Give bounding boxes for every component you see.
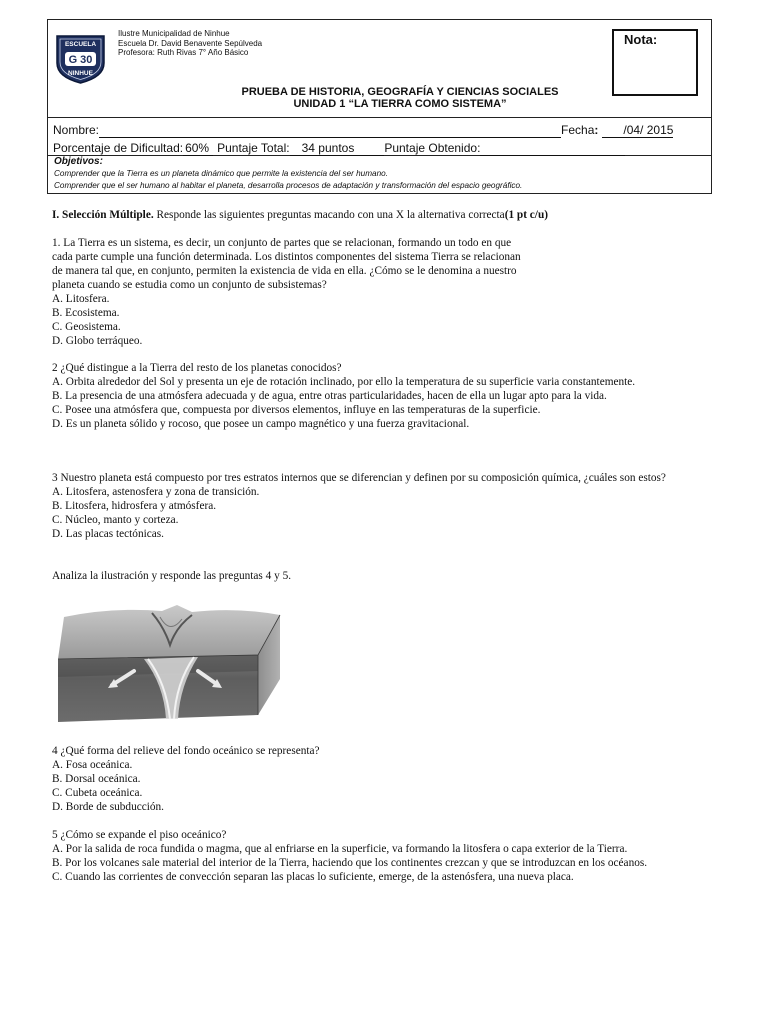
difficulty-value: 60% <box>183 141 213 156</box>
answer-option[interactable]: B. Dorsal oceánica. <box>52 773 141 785</box>
answer-option[interactable]: D. Las placas tectónicas. <box>52 528 164 540</box>
grade-label: Nota: <box>624 32 658 47</box>
exam-title: PRUEBA DE HISTORIA, GEOGRAFÍA Y CIENCIAS SOCIALES UNIDAD 1 “LA TIERRA COMO SISTEMA” <box>241 86 559 110</box>
section-points: (1 pt c/u) <box>504 209 548 221</box>
answer-option[interactable]: D. Globo terráqueo. <box>52 335 143 347</box>
ocean-ridge-illustration <box>52 597 292 729</box>
school-info <box>118 29 262 58</box>
question-text: 5 ¿Cómo se expande el piso oceánico? <box>52 829 227 841</box>
school-line: Escuela Dr. David Benavente Sepúlveda <box>118 38 263 48</box>
difficulty-label: Porcentaje de Dificultad: <box>53 141 184 155</box>
total-score-label: Puntaje Total: <box>217 141 290 155</box>
section-instructions: Responde las siguientes preguntas macando con una X la alternativa correcta <box>153 209 505 221</box>
name-label: Nombre: <box>53 123 100 137</box>
svg-text:ESCUELA: ESCUELA <box>64 41 97 48</box>
question-text: 1. La Tierra es un sistema, es decir, un conjunto de partes que se relacionan, formando un todo en que <box>52 237 512 249</box>
objective-item: Comprender que el ser humano al habitar el planeta, desarrolla procesos de adaptación y transformación del espacio geográfico. <box>54 181 523 190</box>
school-line: Profesora: Ruth Rivas 7° Año Básico <box>118 48 249 57</box>
answer-option[interactable]: B. La presencia de una atmósfera adecuada y de agua, entre otras particularidades, hacen de ella un lugar apto para la vida. <box>52 390 607 402</box>
section-title: I. Selección Múltiple. <box>52 209 154 221</box>
answer-option[interactable]: B. Ecosistema. <box>52 307 120 319</box>
answer-option[interactable]: C. Geosistema. <box>52 321 121 333</box>
answer-option[interactable]: B. Litosfera, hidrosfera y atmósfera. <box>52 500 217 512</box>
objective-item: Comprender que la Tierra es un planeta dinámico que permite la existencia del ser humano. <box>54 169 388 178</box>
answer-option[interactable]: D. Es un planeta sólido y rocoso, que posee un campo magnético y una fuerza gravitacional. <box>52 418 470 430</box>
date-value: /04/ 2015 <box>623 123 674 137</box>
question-3 <box>52 471 720 541</box>
question-text: 3 Nuestro planeta está compuesto por tres estratos internos que se diferencian y definen por su composición química, ¿cuáles son estos? <box>52 472 666 484</box>
day-field[interactable] <box>602 125 623 138</box>
obtained-score-field[interactable] <box>480 143 625 156</box>
name-field[interactable] <box>99 125 561 138</box>
answer-option[interactable]: A. Litosfera. <box>52 293 110 305</box>
school-logo <box>53 33 108 85</box>
section-heading <box>52 208 720 222</box>
answer-option[interactable]: C. Posee una atmósfera que, compuesta por diversos elementos, influye en las temperaturas de la superficie. <box>52 404 541 416</box>
answer-option[interactable]: C. Núcleo, manto y corteza. <box>52 514 179 526</box>
answer-option[interactable]: A. Orbita alrededor del Sol y presenta un eje de rotación inclinado, por ello la temperatura de su superficie varia constantemente. <box>52 376 636 388</box>
school-line: Ilustre Municipalidad de Ninhue <box>118 29 230 38</box>
svg-text:NINHUE: NINHUE <box>68 70 93 77</box>
question-5 <box>52 828 720 884</box>
question-text: 2 ¿Qué distingue a la Tierra del resto de los planetas conocidos? <box>52 362 342 374</box>
question-text: cada parte cumple una función determinada. Los distintos componentes del sistema Tierra se relacionan <box>52 251 521 263</box>
illustration-prompt: Analiza la ilustración y responde las preguntas 4 y 5. <box>52 570 292 582</box>
svg-text:G 30: G 30 <box>68 54 93 66</box>
answer-option[interactable]: C. Cubeta oceánica. <box>52 787 143 799</box>
objectives-title: Objetivos: <box>54 156 103 167</box>
answer-option[interactable]: D. Borde de subducción. <box>52 801 165 813</box>
question-text: de manera tal que, en conjunto, permiten la existencia de vida en ella. ¿Cómo se le denomina a nuestro <box>52 265 517 277</box>
question-4 <box>52 744 720 814</box>
score-row <box>53 141 625 156</box>
answer-option[interactable]: B. Por los volcanes sale material del interior de la Tierra, haciendo que los continentes crezcan y que se introduzcan en los océanos. <box>52 857 648 869</box>
question-2 <box>52 361 720 431</box>
divider <box>47 117 712 118</box>
name-row: Nombre: Fecha: /04/ 2015 <box>53 123 674 137</box>
answer-option[interactable]: C. Cuando las corrientes de convección separan las placas lo suficiente, emerge, de la astenósfera, una nueva placa. <box>52 871 574 883</box>
question-text: planeta cuando se estudia como un conjunto de subsistemas? <box>52 279 327 291</box>
question-1 <box>52 236 720 348</box>
answer-option[interactable]: A. Por la salida de roca fundida o magma, que al enfriarse en la superficie, va formando la litosfera o capa exterior de la Tierra. <box>52 843 628 855</box>
question-text: 4 ¿Qué forma del relieve del fondo oceánico se representa? <box>52 745 320 757</box>
answer-option[interactable]: A. Litosfera, astenosfera y zona de transición. <box>52 486 260 498</box>
date-label: Fecha <box>561 123 595 137</box>
total-score-value: 34 puntos <box>290 141 385 156</box>
answer-option[interactable]: A. Fosa oceánica. <box>52 759 133 771</box>
obtained-score-label: Puntaje Obtenido: <box>384 141 481 155</box>
